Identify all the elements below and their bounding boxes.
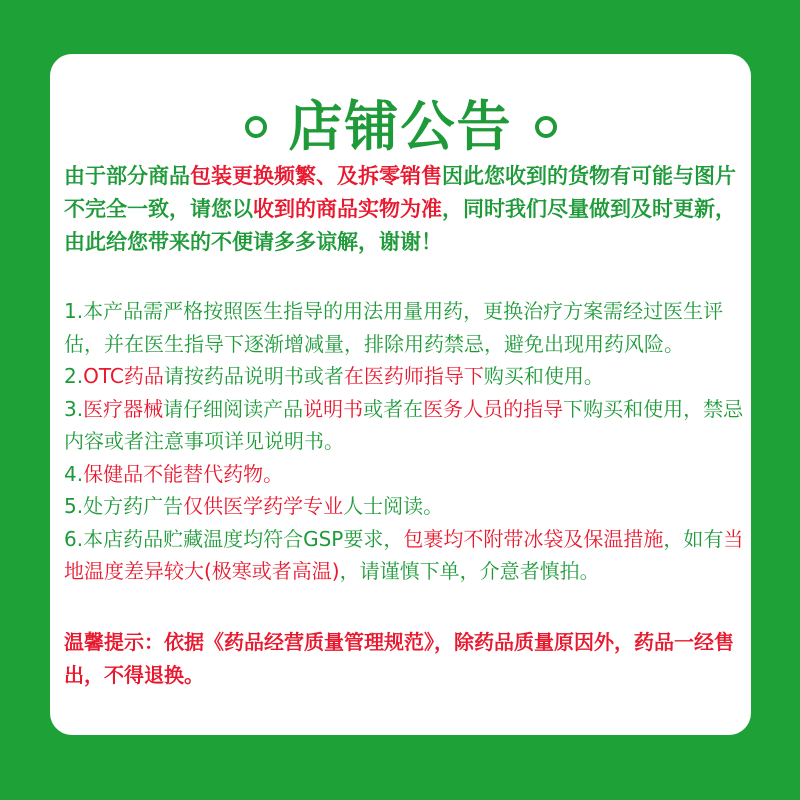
notice-item-highlight: OTC药品 (83, 364, 164, 388)
notice-item-3 (64, 393, 744, 458)
notice-item-highlight: 说明书 (303, 396, 364, 421)
notice-item-highlight: 在医药师指导下 (343, 364, 484, 388)
notice-item-text: 6.本店药品贮藏温度均符合GSP要求， (64, 526, 404, 551)
notice-item-highlight: 保健品不能替代药物。 (83, 461, 284, 486)
notice-item-text: ，请谨慎下单，介意者慎拍。 (339, 559, 600, 583)
intro-text: ，同时我们尽量做到及时更新，由此给您带来的不便请多多谅解，谢谢！ (64, 197, 736, 254)
notice-list (64, 295, 744, 588)
intro-text: 由于部分商品 (64, 164, 190, 188)
notice-item-highlight: 当地温度差异较大(极寒或者高温) (64, 526, 744, 583)
notice-item-text: 3. (64, 396, 84, 421)
circle-decoration-right-icon (535, 116, 557, 138)
circle-decoration-left-icon (245, 116, 267, 138)
notice-item-text: 人士阅读。 (343, 494, 444, 518)
title-row (50, 92, 751, 162)
notice-item-highlight: 仅供医学药学专业 (183, 494, 344, 518)
notice-item-6 (64, 523, 744, 588)
warm-tip: 温馨提示：依据《药品经营质量管理规范》，除药品质量原因外，药品一经售出，不得退换。 (64, 630, 734, 687)
notice-item-2 (64, 360, 744, 393)
notice-item-4 (64, 458, 744, 491)
notice-item-5 (64, 490, 744, 523)
notice-item-text: 1.本产品需严格按照医生指导的用法用量用药，更换治疗方案需经过医生评估，并在医生指导下逐渐增减量，排除用药禁忌，避免出现用药风险。 (64, 299, 724, 356)
intro-highlight: 包装更换频繁、及拆零销售 (190, 164, 442, 188)
notice-card (50, 54, 751, 735)
notice-item-highlight: 包裹均不附带冰袋及保温措施 (403, 526, 664, 551)
notice-item-text: 2. (64, 364, 84, 388)
notice-item-text: 或者在 (363, 396, 424, 421)
notice-item-text: 请按药品说明书或者 (163, 364, 344, 388)
notice-item-highlight: 医疗器械 (83, 396, 164, 421)
notice-item-text: ，如有 (663, 526, 724, 551)
intro-paragraph (64, 160, 744, 259)
intro-highlight: 收到的商品实物为准 (253, 197, 442, 221)
page-title: 店铺公告 (288, 95, 513, 158)
notice-item-text: 下购买和使用，禁忌内容或者注意事项详见说明书。 (64, 396, 744, 453)
notice-item-text: 购买和使用。 (483, 364, 604, 388)
notice-item-1 (64, 295, 744, 360)
notice-item-text: 4. (64, 461, 84, 486)
notice-item-highlight: 医务人员的指导 (423, 396, 564, 421)
notice-item-text: 请仔细阅读产品 (163, 396, 304, 421)
intro-text: 因此您收到的货物有可能与图片不完全一致，请您以 (64, 164, 736, 221)
notice-item-text: 5.处方药广告 (64, 494, 184, 518)
